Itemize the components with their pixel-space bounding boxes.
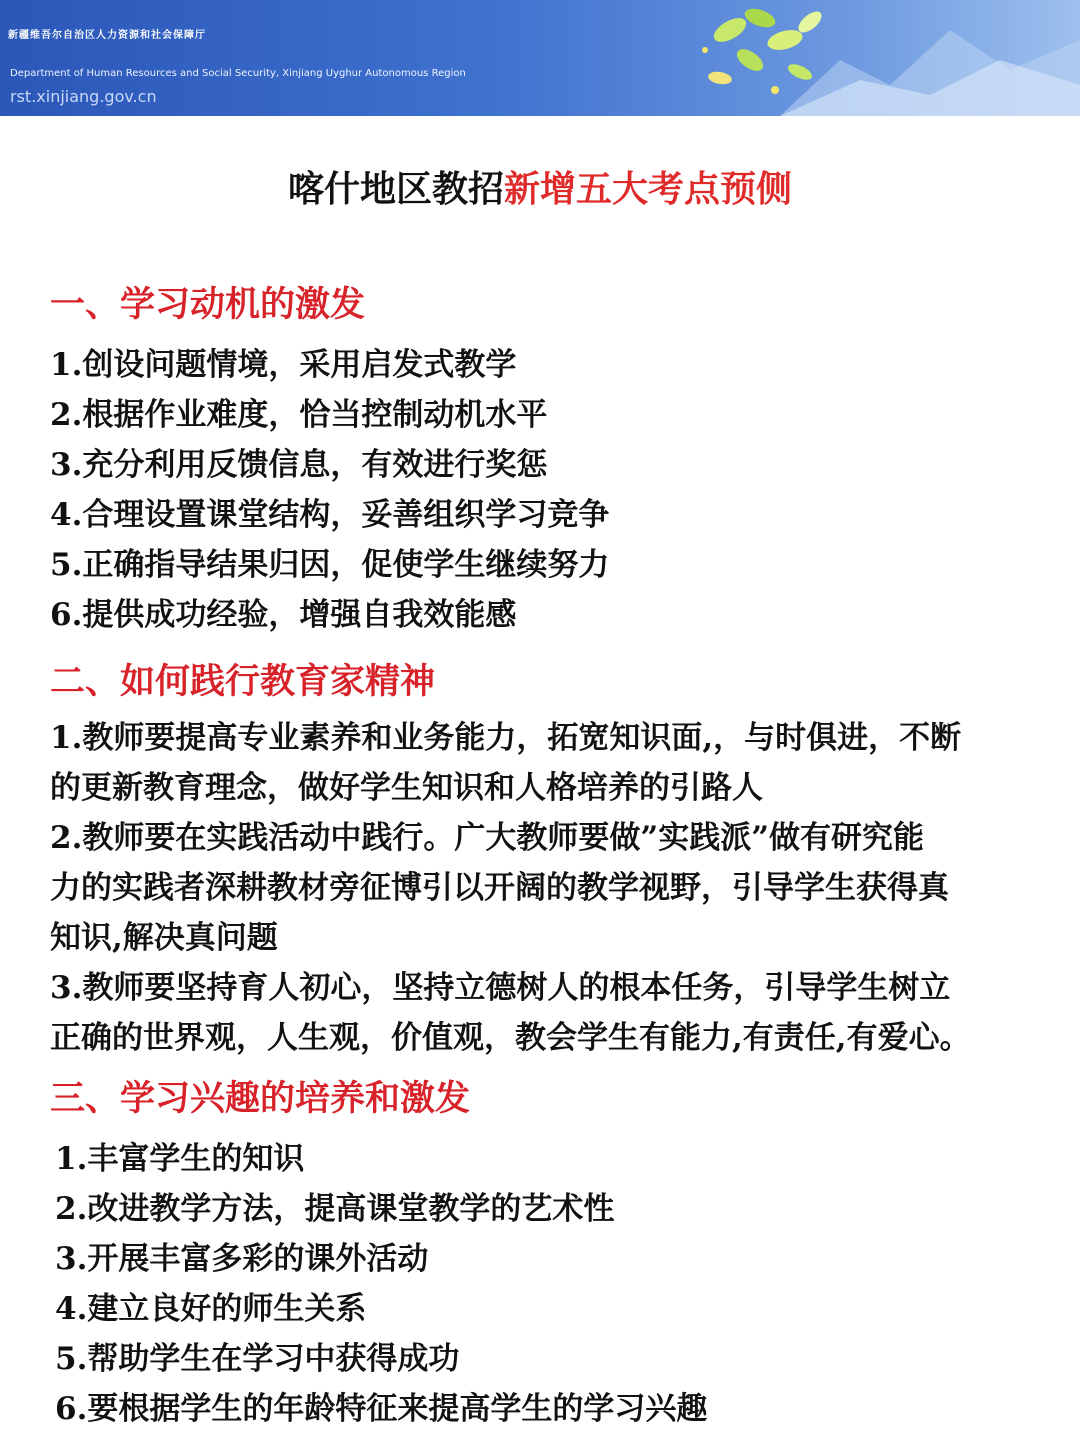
list-item: 6.要根据学生的年龄特征来提高学生的学习兴趣 — [55, 1391, 708, 1427]
list-item: 3.开展丰富多彩的课外活动 — [55, 1241, 429, 1277]
list-item: 5.正确指导结果归因，促使学生继续努力 — [50, 547, 610, 583]
header-banner — [0, 0, 1080, 116]
list-item: 2.改进教学方法，提高课堂教学的艺术性 — [55, 1191, 615, 1227]
list-item: 1.创设问题情境，采用启发式教学 — [50, 347, 517, 383]
page-title-part1: 喀什地区教招 — [287, 168, 504, 210]
list-item: 2.根据作业难度，恰当控制动机水平 — [50, 397, 548, 433]
banner-english-name: Department of Human Resources and Social Security, Xinjiang Uyghur Autonomous Region — [10, 68, 466, 79]
section-heading: 一、学习动机的激发 — [50, 284, 366, 325]
list-item: 知识,解决真问题 — [50, 920, 278, 956]
list-item: 1.丰富学生的知识 — [55, 1141, 305, 1177]
list-item: 3.教师要坚持育人初心，坚持立德树人的根本任务，引导学生树立 — [50, 970, 951, 1006]
section-heading: 二、如何践行教育家精神 — [50, 661, 436, 702]
list-item: 4.合理设置课堂结构，妥善组织学习竞争 — [50, 497, 610, 533]
page-title-part2: 新增五大考点预侧 — [504, 168, 793, 210]
list-item: 2.教师要在实践活动中践行。广大教师要做”实践派”做有研究能 — [50, 820, 925, 856]
list-item: 3.充分利用反馈信息，有效进行奖惩 — [50, 447, 548, 483]
page-title — [0, 146, 1080, 232]
list-item: 正确的世界观，人生观，价值观，教会学生有能力,有责任,有爱心。 — [50, 1020, 971, 1056]
list-item: 的更新教育理念，做好学生知识和人格培养的引路人 — [50, 770, 763, 806]
section-heading: 三、学习兴趣的培养和激发 — [50, 1078, 471, 1119]
banner-title: 新疆维吾尔自治区人力资源和社会保障厅 — [8, 30, 206, 41]
banner-url: rst.xinjiang.gov.cn — [10, 87, 157, 106]
list-item: 4.建立良好的师生关系 — [55, 1291, 367, 1327]
leaf-decoration — [690, 0, 840, 116]
list-item: 力的实践者深耕教材旁征博引以开阔的教学视野，引导学生获得真 — [50, 870, 949, 906]
list-item: 1.教师要提高专业素养和业务能力，拓宽知识面,，与时俱进，不断 — [50, 720, 962, 756]
list-item: 6.提供成功经验，增强自我效能感 — [50, 597, 517, 633]
list-item: 5.帮助学生在学习中获得成功 — [55, 1341, 460, 1377]
